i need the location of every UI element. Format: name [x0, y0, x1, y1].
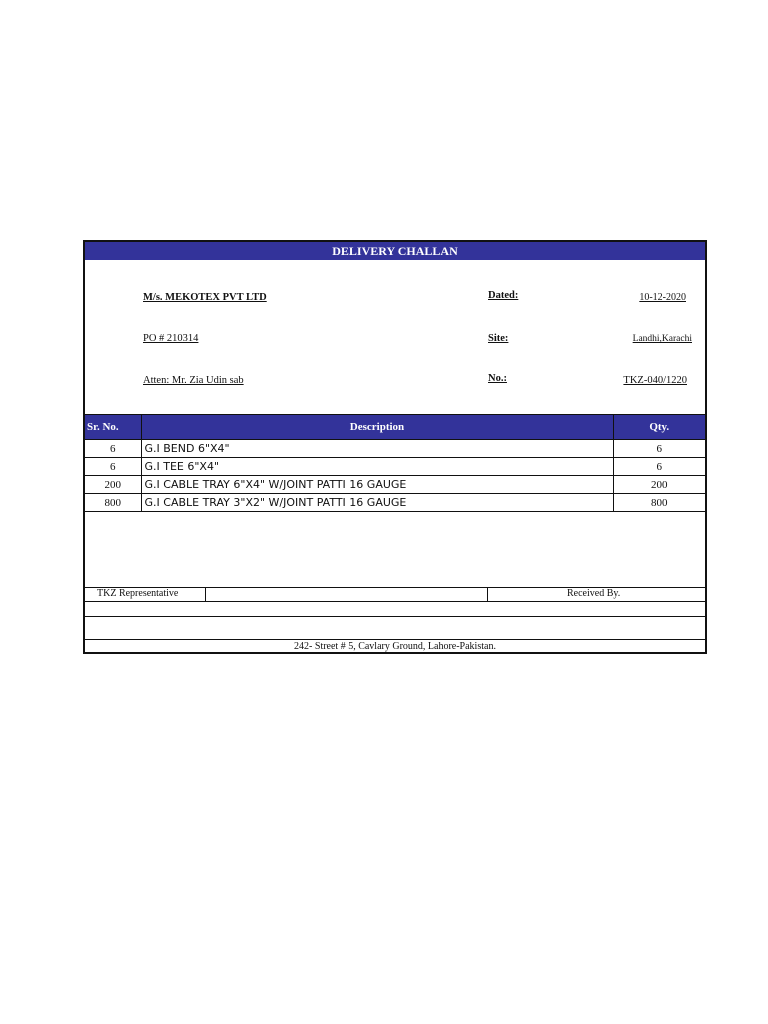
row-sr-no: 200	[85, 476, 141, 494]
no-label: No.:	[488, 373, 507, 384]
row-qty: 800	[613, 494, 705, 512]
signature-cell-divider	[205, 587, 206, 601]
header-description: Description	[141, 415, 613, 440]
row-description: G.I CABLE TRAY 3"X2" W/JOINT PATTI 16 GAUGE	[141, 494, 613, 512]
table-header-row	[85, 415, 705, 440]
table-row	[85, 476, 705, 494]
table-row	[85, 494, 705, 512]
row-qty: 200	[613, 476, 705, 494]
footer-divider	[85, 639, 705, 640]
table-row	[85, 440, 705, 458]
delivery-challan	[83, 240, 707, 654]
dated-label: Dated:	[488, 290, 519, 301]
header-qty: Qty.	[613, 415, 705, 440]
site-value: Landhi,Karachi	[632, 334, 692, 344]
row-sr-no: 800	[85, 494, 141, 512]
table-row	[85, 458, 705, 476]
footer-divider	[85, 601, 705, 602]
site-label: Site:	[488, 333, 509, 344]
row-description: G.I TEE 6"X4"	[141, 458, 613, 476]
items-table	[85, 414, 705, 512]
received-by-label: Received By.	[567, 588, 621, 599]
row-qty: 6	[613, 440, 705, 458]
row-description: G.I BEND 6"X4"	[141, 440, 613, 458]
row-sr-no: 6	[85, 440, 141, 458]
customer-name: M/s. MEKOTEX PVT LTD	[143, 292, 267, 303]
company-address: 242- Street # 5, Cavlary Ground, Lahore-Pakistan.	[294, 641, 496, 652]
row-sr-no: 6	[85, 458, 141, 476]
row-qty: 6	[613, 458, 705, 476]
dated-value: 10-12-2020	[639, 292, 686, 303]
challan-number: TKZ-040/1220	[623, 375, 687, 386]
representative-label: TKZ Representative	[97, 588, 179, 599]
footer-divider	[85, 616, 705, 617]
attention-line: Atten: Mr. Zia Udin sab	[143, 375, 244, 386]
document-title: DELIVERY CHALLAN	[85, 242, 705, 260]
row-description: G.I CABLE TRAY 6"X4" W/JOINT PATTI 16 GAUGE	[141, 476, 613, 494]
signature-cell-divider	[487, 587, 488, 601]
header-sr-no: Sr. No.	[85, 415, 141, 440]
po-number: PO # 210314	[143, 333, 199, 344]
